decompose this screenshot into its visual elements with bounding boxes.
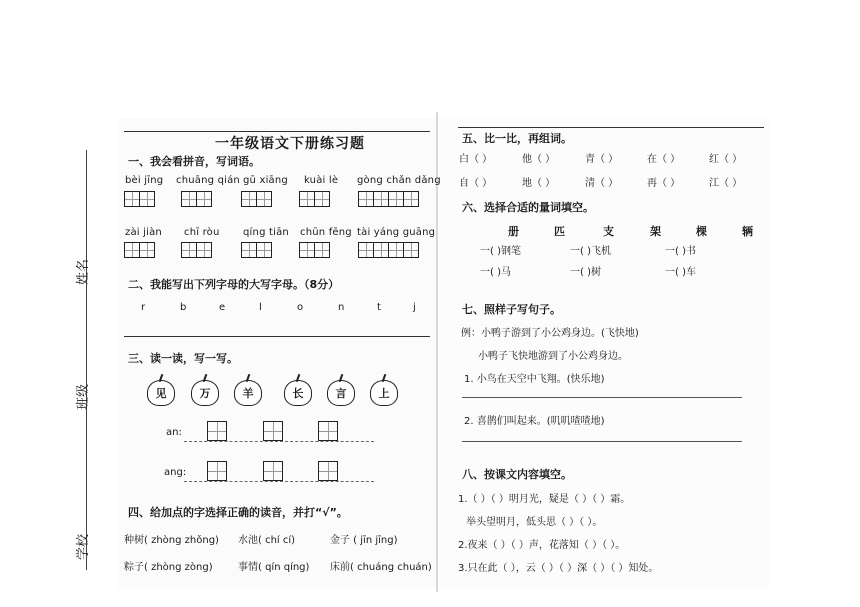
compare-6[interactable]: 自（ ） [459, 178, 493, 189]
pinyin-2: chuāng qián [176, 175, 240, 186]
poem-fill-1[interactable]: 1.（ ）（ ）明月光，疑是（ ）（ ）霜。 [458, 494, 631, 505]
binding-line [86, 150, 87, 570]
poem-fill-4[interactable]: 3.只在此（ ），云（ ）（ ）深（ ）（ ）知处。 [458, 563, 659, 574]
letter-5: o [297, 302, 304, 313]
class-label: 班级 [76, 383, 91, 410]
letter-1: r [141, 302, 146, 313]
measure-word-5: 棵 [696, 225, 707, 238]
leaf-card-2: 万 [191, 380, 219, 406]
section-8-heading: 八、按课文内容填空。 [462, 468, 572, 481]
reading-choice-5[interactable]: 事情( qín qíng) [238, 562, 310, 573]
measure-fill-5[interactable]: 一( )树 [570, 267, 601, 278]
pinyin-8: qíng tiān [243, 227, 289, 238]
section-2-heading: 二、我能写出下列字母的大写字母。（8分） [128, 278, 340, 291]
letter-7: t [377, 302, 381, 313]
pinyin-5: gòng chǎn dǎng [357, 175, 441, 186]
school-label: 学校 [76, 533, 91, 560]
compare-5[interactable]: 红（ ） [709, 154, 743, 165]
leaf-card-4: 长 [284, 380, 312, 406]
leaf-card-6: 上 [370, 380, 398, 406]
section-1-heading: 一、我会看拼音，写词语。 [128, 155, 260, 168]
measure-fill-6[interactable]: 一( )车 [665, 267, 696, 278]
section-3-heading: 三、读一读，写一写。 [128, 352, 238, 365]
compare-8[interactable]: 清（ ） [585, 178, 619, 189]
measure-fill-1[interactable]: 一( )钢笔 [480, 246, 521, 257]
pinyin-4: kuài lè [304, 175, 339, 186]
answer-line-1[interactable] [462, 397, 742, 398]
compare-7[interactable]: 地（ ） [522, 178, 556, 189]
pinyin-9: chūn fēng [300, 227, 352, 238]
reading-choice-1[interactable]: 种树( zhòng zhǒng) [124, 535, 219, 546]
measure-word-1: 册 [508, 225, 519, 238]
an-underline [184, 441, 374, 442]
measure-word-6: 辆 [742, 225, 753, 238]
pinyin-10: tài yáng guāng [357, 227, 436, 238]
pinyin-7: chī ròu [184, 227, 220, 238]
letter-3: e [219, 302, 226, 313]
page-title: 一年级语文下册练习题 [215, 136, 365, 152]
reading-choice-2[interactable]: 水池( chí cí) [238, 535, 296, 546]
leaf-card-5: 言 [327, 380, 355, 406]
leaf-card-1: 见 [147, 380, 175, 406]
letter-8: j [413, 302, 416, 313]
poem-fill-3[interactable]: 2.夜来（ ）（ ）声，花落知（ ）（ ）。 [458, 540, 626, 551]
leaf-card-3: 羊 [234, 380, 262, 406]
sentence-question-1: 1. 小鸟在天空中飞翔。(快乐地) [464, 374, 605, 385]
top-rule-left [124, 131, 430, 132]
letter-6: n [338, 302, 345, 313]
reading-choice-3[interactable]: 金子 ( jīn jīng) [330, 535, 398, 546]
poem-fill-2[interactable]: 举头望明月，低头思（ ）（ ）。 [466, 517, 603, 528]
compare-1[interactable]: 白（ ） [459, 154, 493, 165]
example-answer: 小鸭子飞快地游到了小公鸡身边。 [478, 351, 628, 362]
pinyin-1: bèi jīng [125, 175, 164, 186]
measure-word-3: 支 [603, 225, 614, 238]
measure-fill-2[interactable]: 一( )飞机 [570, 246, 611, 257]
measure-fill-4[interactable]: 一( )马 [480, 267, 511, 278]
sentence-question-2: 2. 喜鹊们叫起来。(叽叽喳喳地) [464, 416, 605, 427]
pinyin-3: gū xiāng [243, 175, 288, 186]
compare-9[interactable]: 再（ ） [647, 178, 681, 189]
ang-underline [184, 481, 374, 482]
section-7-heading: 七、照样子写句子。 [462, 303, 561, 316]
section-4-heading: 四、给加点的字选择正确的读音，并打“√”。 [128, 506, 348, 519]
compare-2[interactable]: 他（ ） [522, 154, 556, 165]
an-label: an: [166, 427, 182, 438]
compare-4[interactable]: 在（ ） [647, 154, 681, 165]
answer-line-2[interactable] [462, 441, 742, 442]
compare-3[interactable]: 青（ ） [585, 154, 619, 165]
name-label: 姓名 [76, 258, 91, 285]
ang-label: ang: [164, 467, 187, 478]
letter-2: b [180, 302, 187, 313]
letter-4: l [259, 302, 262, 313]
measure-word-4: 架 [650, 225, 661, 238]
reading-choice-4[interactable]: 粽子( zhòng zòng) [124, 562, 213, 573]
measure-fill-3[interactable]: 一( )书 [665, 246, 696, 257]
measure-word-2: 匹 [554, 225, 565, 238]
example-sentence: 例：小鸭子游到了小公鸡身边。(飞快地) [461, 328, 639, 339]
top-rule-right [458, 127, 764, 128]
answer-line-letters [124, 336, 430, 337]
compare-10[interactable]: 江（ ） [709, 178, 743, 189]
reading-choice-6[interactable]: 床前( chuáng chuán) [330, 562, 432, 573]
section-5-heading: 五、比一比，再组词。 [462, 132, 572, 145]
pinyin-6: zài jiàn [125, 227, 162, 238]
section-6-heading: 六、选择合适的量词填空。 [462, 201, 594, 214]
